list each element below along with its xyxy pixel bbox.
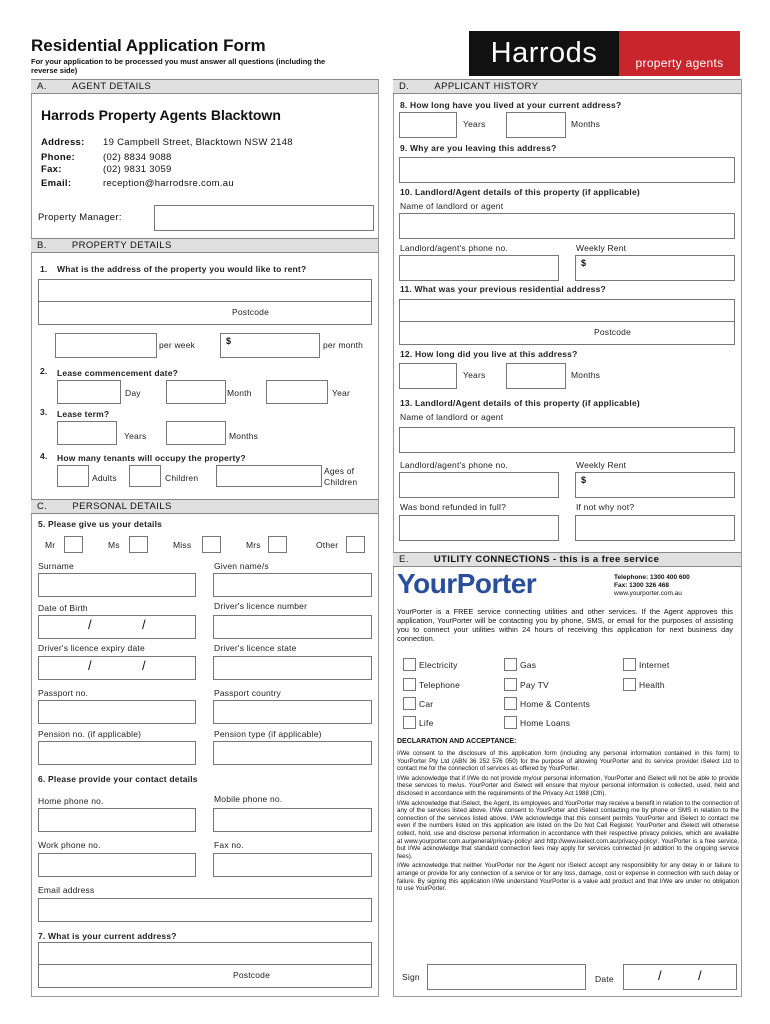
- work-phone-label: Work phone no.: [38, 840, 101, 850]
- pay-tv-label: Pay TV: [520, 680, 549, 690]
- sign-label: Sign: [402, 972, 420, 982]
- q13-weekly-rent-field[interactable]: [575, 472, 735, 498]
- declaration-title: DECLARATION AND ACCEPTANCE:: [397, 738, 517, 745]
- yourporter-contact: [614, 574, 690, 598]
- declaration-paragraph-2: I/We acknowledge that if I/We do not provide my/our personal information, YourPorter and iSelect will not be able to provide these services to me/us. YourPorter and iSelect will ensure that my/our personal information is collected, used, held and disclosed in accordance with the requirements of the Privacy Act 1988 (Cth).: [397, 774, 739, 797]
- declaration-paragraph-4: I/We acknowledge that neither YourPorter nor the Agent nor iSelect accept any responsibility for any delay in or failure to arrange or provide for any connection of a service or for any loss, damage, cost or expense in connection with such delay or failure. By signing this application I/We understand YourPorter is a value add product and that I/We are under no obligation to use YourPorter.: [397, 862, 739, 893]
- logo-wordmark: Harrods: [469, 31, 619, 76]
- licence-state-field[interactable]: [213, 656, 372, 680]
- q6-label: 6. Please provide your contact details: [38, 774, 198, 784]
- expiry-slash-2: /: [142, 658, 146, 673]
- title-miss-checkbox[interactable]: [202, 536, 221, 553]
- lease-months-field[interactable]: [166, 421, 226, 445]
- car-checkbox[interactable]: [403, 697, 416, 710]
- previous-postcode-label: Postcode: [594, 327, 632, 337]
- agent-email-label: Email:: [41, 178, 72, 189]
- ages-of-children-label: Ages of Children: [324, 466, 358, 487]
- yourporter-fax: Fax: 1300 326 468: [614, 582, 669, 589]
- agent-phone: (02) 8834 9088: [103, 152, 172, 163]
- current-postcode-label: Postcode: [233, 970, 271, 980]
- q10-landlord-name-label: Name of landlord or agent: [400, 201, 504, 211]
- page-subtitle: For your application to be processed you must answer all questions (including the reverse side): [31, 57, 326, 75]
- fax-no-label: Fax no.: [214, 840, 244, 850]
- q7-label: 7. What is your current address?: [38, 931, 177, 941]
- pension-no-label: Pension no. (if applicable): [38, 729, 142, 739]
- surname-label: Surname: [38, 561, 74, 571]
- q1-number: 1.: [40, 264, 48, 274]
- life-checkbox[interactable]: [403, 716, 416, 729]
- month-label: Month: [227, 388, 252, 398]
- title-mr-checkbox[interactable]: [64, 536, 83, 553]
- lease-year-field[interactable]: [266, 380, 328, 404]
- agent-name: Harrods Property Agents Blacktown: [41, 107, 281, 123]
- q3-label: Lease term?: [57, 409, 110, 419]
- licence-expiry-field[interactable]: [38, 656, 196, 680]
- rent-per-month-field[interactable]: [220, 333, 320, 358]
- q13-landlord-name-field[interactable]: [399, 427, 735, 453]
- declaration-paragraph-3: I/We acknowledge that iSelect, the Agent, its employees and YourPorter may receive a benefit in relation to the connection of any of the services listed above. I/We consent to YourPorter and iSelect contacting me by phone or SMS in relation to the connection of the services listed above. I/We acknowledge that this consent permits YourPorter and iSelect to contact me even if the numbers listed on this application are listed on the Do Not Call Register. YourPorter and iSelect will otherwise collect, hold, use and disclose personal information in accordance with their respective privacy policies, which are available at www.yourporter.com.au/general/privacy-policy/ and http://www.iselect.com.au/privacy-policy/. YourPorter is a free service, but I/We acknowledge that standard connection fees may apply for services connected (in addition to the ongoing service fees).: [397, 799, 739, 860]
- title-mr-label: Mr: [45, 540, 56, 550]
- ages-of-children-field[interactable]: [216, 465, 322, 487]
- rental-address-line2-field[interactable]: [38, 301, 372, 325]
- yourporter-logo: YourPorter: [397, 568, 537, 599]
- q3-number: 3.: [40, 407, 48, 417]
- q10-landlord-phone-field[interactable]: [399, 255, 559, 281]
- yourporter-telephone: Telephone: 1300 400 600: [614, 574, 690, 581]
- given-names-label: Given name/s: [214, 561, 269, 571]
- mobile-phone-field[interactable]: [213, 808, 372, 832]
- agent-address: 19 Campbell Street, Blacktown NSW 2148: [103, 137, 293, 148]
- q2-label: Lease commencement date?: [57, 368, 179, 378]
- licence-number-field[interactable]: [213, 615, 372, 639]
- previous-years-field[interactable]: [399, 363, 457, 389]
- months-label: Months: [229, 431, 259, 441]
- dob-label: Date of Birth: [38, 603, 88, 613]
- email-address-label: Email address: [38, 885, 95, 895]
- agent-phone-label: Phone:: [41, 152, 75, 163]
- q5-label: 5. Please give us your details: [38, 519, 163, 529]
- bond-refunded-field[interactable]: [399, 515, 559, 541]
- home-contents-checkbox[interactable]: [504, 697, 517, 710]
- licence-state-label: Driver's licence state: [214, 643, 297, 653]
- licence-expiry-label: Driver's licence expiry date: [38, 643, 145, 653]
- agent-fax: (02) 9831 3059: [103, 164, 172, 175]
- rental-postcode-label: Postcode: [232, 307, 270, 317]
- home-loans-checkbox[interactable]: [504, 716, 517, 729]
- q10-landlord-name-field[interactable]: [399, 213, 735, 239]
- section-b-letter: B.: [37, 240, 47, 251]
- previous-years-label: Years: [463, 370, 486, 380]
- home-contents-label: Home & Contents: [520, 699, 591, 709]
- date-slash-1: /: [658, 968, 662, 983]
- agent-fax-label: Fax:: [41, 164, 62, 175]
- q2-number: 2.: [40, 366, 48, 376]
- lease-day-field[interactable]: [57, 380, 121, 404]
- year-label: Year: [332, 388, 350, 398]
- previous-address-field[interactable]: [399, 299, 735, 323]
- dob-slash-1: /: [88, 617, 92, 632]
- per-week-label: per week: [159, 340, 196, 350]
- harrods-logo: [469, 31, 740, 76]
- section-d-title: APPLICANT HISTORY: [434, 81, 539, 92]
- section-d-header: [393, 79, 741, 94]
- previous-address-line2-field[interactable]: [399, 321, 735, 345]
- health-label: Health: [639, 680, 665, 690]
- passport-country-label: Passport country: [214, 688, 281, 698]
- q4-label: How many tenants will occupy the property?: [57, 453, 246, 463]
- section-e-header: [393, 552, 741, 567]
- property-manager-field[interactable]: [154, 205, 374, 231]
- section-a-letter: A.: [37, 81, 47, 92]
- telephone-checkbox[interactable]: [403, 678, 416, 691]
- section-e-title: UTILITY CONNECTIONS - this is a free service: [433, 554, 660, 565]
- property-manager-label: Property Manager:: [38, 212, 122, 223]
- telephone-label: Telephone: [419, 680, 461, 690]
- electricity-label: Electricity: [419, 660, 458, 670]
- dob-slash-2: /: [142, 617, 146, 632]
- rental-address-field[interactable]: [38, 279, 372, 303]
- title-miss-label: Miss: [173, 540, 192, 550]
- rent-per-week-field[interactable]: [55, 333, 157, 358]
- current-months-field[interactable]: [506, 112, 566, 138]
- signature-field[interactable]: [427, 964, 586, 990]
- section-b-title: PROPERTY DETAILS: [71, 240, 172, 251]
- day-label: Day: [125, 388, 141, 398]
- q10-label: 10. Landlord/Agent details of this property (if applicable): [400, 187, 640, 197]
- internet-checkbox[interactable]: [623, 658, 636, 671]
- q10-landlord-phone-label: Landlord/agent's phone no.: [400, 243, 508, 253]
- q10-weekly-rent-label: Weekly Rent: [576, 243, 627, 253]
- q13-weekly-rent-label: Weekly Rent: [576, 460, 627, 470]
- q10-weekly-rent-field[interactable]: [575, 255, 735, 281]
- section-b-header: [31, 238, 378, 253]
- date-label: Date: [595, 974, 614, 984]
- lease-month-field[interactable]: [166, 380, 226, 404]
- section-a-header: [31, 79, 378, 94]
- title-other-checkbox[interactable]: [346, 536, 365, 553]
- q13-dollar-sign: $: [581, 475, 587, 485]
- passport-no-field[interactable]: [38, 700, 196, 724]
- adults-label: Adults: [92, 473, 117, 483]
- q13-landlord-phone-field[interactable]: [399, 472, 559, 498]
- adults-field[interactable]: [57, 465, 89, 487]
- leaving-reason-field[interactable]: [399, 157, 735, 183]
- q10-dollar-sign: $: [581, 258, 587, 268]
- mobile-phone-label: Mobile phone no.: [214, 794, 283, 804]
- children-label: Children: [165, 473, 199, 483]
- bond-refunded-label: Was bond refunded in full?: [400, 502, 507, 512]
- home-phone-field[interactable]: [38, 808, 196, 832]
- current-address-line2-field[interactable]: [38, 964, 372, 988]
- previous-months-field[interactable]: [506, 363, 566, 389]
- internet-label: Internet: [639, 660, 670, 670]
- title-other-label: Other: [316, 540, 339, 550]
- sign-date-field[interactable]: [623, 964, 737, 990]
- life-label: Life: [419, 718, 434, 728]
- passport-no-label: Passport no.: [38, 688, 89, 698]
- surname-field[interactable]: [38, 573, 196, 597]
- page-title: Residential Application Form: [31, 36, 266, 55]
- title-ms-checkbox[interactable]: [129, 536, 148, 553]
- previous-months-label: Months: [571, 370, 601, 380]
- section-a-title: AGENT DETAILS: [71, 81, 152, 92]
- q13-label: 13. Landlord/Agent details of this property (if applicable): [400, 398, 640, 408]
- email-address-field[interactable]: [38, 898, 372, 922]
- expiry-slash-1: /: [88, 658, 92, 673]
- section-e-letter: E.: [399, 554, 409, 565]
- dob-field[interactable]: [38, 615, 196, 639]
- q8-label: 8. How long have you lived at your current address?: [400, 100, 622, 110]
- if-not-why-label: If not why not?: [576, 502, 635, 512]
- declaration-paragraph-1: I/We consent to the disclosure of this application form (including any personal information contained in this form) to YourPorter Pty Ltd (ABN 36 252 576 050) for the purpose of allowing YourPorter and its service provider iSelect Ltd to contact me for the connection of services as offered by YourPorter.: [397, 750, 739, 773]
- home-loans-label: Home Loans: [520, 718, 571, 728]
- q11-label: 11. What was your previous residential address?: [400, 284, 606, 294]
- q12-label: 12. How long did you live at this address?: [400, 349, 578, 359]
- passport-country-field[interactable]: [213, 700, 372, 724]
- children-field[interactable]: [129, 465, 161, 487]
- q13-landlord-phone-label: Landlord/agent's phone no.: [400, 460, 508, 470]
- title-mrs-label: Mrs: [246, 540, 261, 550]
- gas-checkbox[interactable]: [504, 658, 517, 671]
- section-c-letter: C.: [37, 501, 48, 512]
- agent-address-label: Address:: [41, 137, 85, 148]
- agent-email: reception@harrodsre.com.au: [103, 178, 234, 189]
- declaration-text: [397, 750, 739, 893]
- current-address-field[interactable]: [38, 942, 372, 966]
- lease-years-field[interactable]: [57, 421, 117, 445]
- pension-no-field[interactable]: [38, 741, 196, 765]
- given-names-field[interactable]: [213, 573, 372, 597]
- current-years-field[interactable]: [399, 112, 457, 138]
- per-month-label: per month: [323, 340, 364, 350]
- title-ms-label: Ms: [108, 540, 120, 550]
- yourporter-web: www.yourporter.com.au: [614, 590, 682, 597]
- logo-tagline: property agents: [619, 31, 740, 76]
- section-c-header: [31, 499, 378, 514]
- pension-type-field[interactable]: [213, 741, 372, 765]
- health-checkbox[interactable]: [623, 678, 636, 691]
- section-c-title: PERSONAL DETAILS: [72, 501, 172, 512]
- fax-no-field[interactable]: [213, 853, 372, 877]
- section-d-letter: D.: [399, 81, 410, 92]
- dollar-sign: $: [226, 336, 232, 346]
- home-phone-label: Home phone no.: [38, 796, 104, 806]
- current-years-label: Years: [463, 119, 486, 129]
- years-label: Years: [124, 431, 147, 441]
- date-slash-2: /: [698, 968, 702, 983]
- yourporter-intro: YourPorter is a FREE service connecting utilities and other services. If the Agent approves this application, YourPorter will be contacting you by phone, SMS, or email for the purposes of assisting you to connect your utilities within 24 hours of receiving this application for next business day connection.: [397, 607, 733, 643]
- pay-tv-checkbox[interactable]: [504, 678, 517, 691]
- work-phone-field[interactable]: [38, 853, 196, 877]
- q1-label: What is the address of the property you would like to rent?: [57, 264, 307, 274]
- if-not-why-field[interactable]: [575, 515, 735, 541]
- pension-type-label: Pension type (if applicable): [214, 729, 322, 739]
- title-mrs-checkbox[interactable]: [268, 536, 287, 553]
- licence-number-label: Driver's licence number: [214, 601, 308, 611]
- current-months-label: Months: [571, 119, 601, 129]
- car-label: Car: [419, 699, 434, 709]
- q13-landlord-name-label: Name of landlord or agent: [400, 412, 504, 422]
- electricity-checkbox[interactable]: [403, 658, 416, 671]
- q4-number: 4.: [40, 451, 48, 461]
- q9-label: 9. Why are you leaving this address?: [400, 143, 557, 153]
- gas-label: Gas: [520, 660, 537, 670]
